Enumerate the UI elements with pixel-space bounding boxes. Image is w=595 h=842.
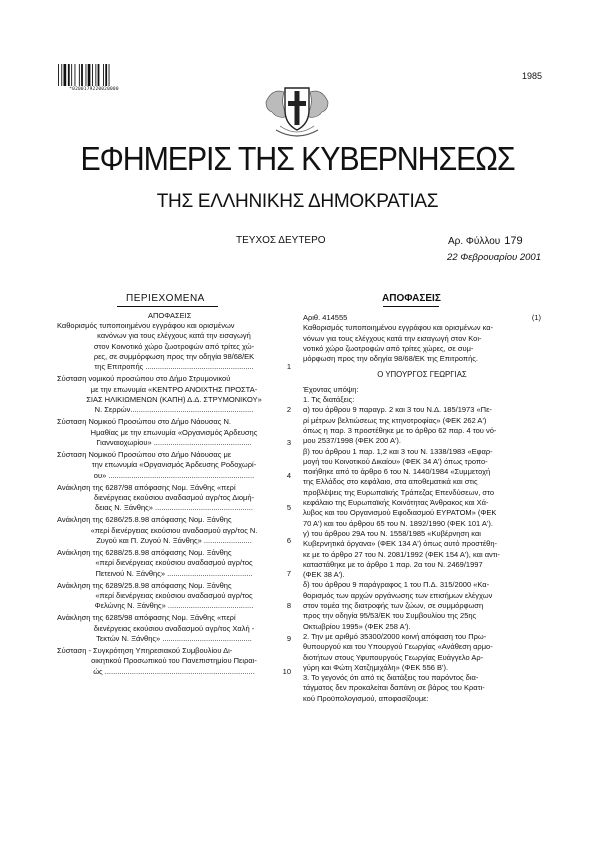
body-line: 2. Την με αριθμό 35300/2000 κοινή απόφαση του Πρω- [303, 631, 487, 641]
contents-item-line: κανόνων για τους ελέγχους κατά την εισαγωγή [97, 331, 251, 341]
contents-item-line: Ν. Σερρών........................................................... [94, 405, 254, 415]
body-line: 70 Α') και του άρθρου 65 του Ν. 1892/1990 (ΦΕΚ 101 Α'). [303, 518, 493, 528]
body-line: προβλέψεις της Ευρωπαϊκής Τράπεζας Επενδύσεων, στο [303, 487, 495, 497]
subject-line: νοτικό χώρο ζωοτροφών από τρίτες χώρες, σε συμ- [303, 343, 474, 353]
body-line: δ) του άρθρου 9 παράγραφος 1 του Π.Δ. 315/2000 «Κα- [303, 580, 490, 590]
sheet-label: Αρ. Φύλλου [448, 236, 501, 247]
contents-item-page: 8 [286, 601, 291, 611]
body-line: ποιήθηκε από το άρθρο 6 του Ν. 1440/1984 «Συμμετοχή [303, 467, 491, 477]
contents-section-heading: ΑΠΟΦΑΣΕΙΣ [148, 311, 192, 320]
contents-item-line: «περί διενέργειας εκούσιου αναδασμού αγρ/τος [95, 558, 253, 568]
contents-heading: ΠΕΡΙΕΧΟΜΕΝΑ [126, 293, 205, 304]
contents-item-line: Ζυγού και Π. Ζυγού Ν. Ξάνθης» ....................... [96, 535, 252, 545]
contents-item [57, 374, 291, 415]
contents-item [57, 646, 291, 677]
body-line: Οκτωβρίου 1995» (ΦΕΚ 258 Α'). [303, 621, 411, 631]
subject-line: νόνων για τους ελέγχους κατά την εισαγωγή στον Κοι- [303, 333, 482, 343]
contents-item-page: 5 [286, 503, 291, 513]
contents-item-line: Γιανναιοχωρίου» ............................................... [96, 437, 252, 447]
body-line: Κυβερνητικά όργανα» (ΦΕΚ 134 Α') όπως αυτό προστέθη- [303, 539, 498, 549]
contents-item-page: 3 [286, 437, 291, 447]
body-line: 1. Τις διατάξεις: [303, 395, 355, 405]
contents-item [57, 515, 291, 546]
contents-item-line: δειας Ν. Ξάνθης» ............................................... [95, 503, 253, 513]
contents-item [57, 483, 291, 514]
sheet-number: 179 [504, 235, 523, 247]
greek-coat-of-arms-emblem [262, 82, 332, 144]
contents-item-page: 4 [286, 470, 291, 480]
body-line: λυβος και του Οργανισμού Εφοδιασμού ΕΥΡΑΤΟΜ» (ΦΕΚ [303, 508, 497, 518]
gazette-subtitle: ΤΗΣ ΕΛΛΗΝΙΚΗΣ ΔΗΜΟΚΡΑΤΙΑΣ [156, 191, 439, 212]
body-line: κε με το άρθρο 27 του Ν. 2081/1992 (ΦΕΚ 154 Α'), και αντι- [303, 549, 500, 559]
sheet-number-label [448, 235, 523, 247]
subject-line: μόρφωση προς την οδηγία 98/68/ΕΚ της Επιτροπής. [303, 354, 478, 364]
contents-item-line: ώς ........................................................................ [93, 666, 255, 676]
contents-item-line: με την επωνυμία «ΚΕΝΤΡΟ ΑΝΟΙΧΤΗΣ ΠΡΟΣΤΑ- [90, 384, 258, 394]
body-line: καταστάθηκε με το άρθρο 1 παρ. 2α του Ν. 2469/1997 [303, 559, 483, 569]
contents-item-page: 9 [286, 633, 291, 643]
body-line: ρί μέτρων βελτιώσεως της κτηνοτροφίας» (ΦΕΚ 262 Α') [303, 415, 487, 425]
contents-item-line: Ημαθίας με την επωνυμία «Οργανισμός Άρδευσης [90, 427, 258, 437]
issue-label: ΤΕΥΧΟΣ ΔΕΥΤΕΡΟ [236, 235, 326, 246]
body-line: κού Προϋπολογισμού, αποφασίζουμε: [303, 693, 429, 703]
reference-index: (1) [531, 313, 541, 322]
body-line: (ΦΕΚ 38 Α'). [303, 570, 345, 580]
contents-item-line: διενέργειας εκούσιου αναδασμού αγρ/τος Χαλή - [93, 623, 255, 633]
body-line: 3. Το γεγονός ότι από τις διατάξεις του παρόντος δια- [303, 673, 479, 683]
contents-item [57, 581, 291, 612]
contents-item-page: 2 [286, 405, 291, 415]
contents-item [57, 613, 291, 644]
body-line: γ) του άρθρου 29Α του Ν. 1558/1985 «Κυβέρνηση και [303, 528, 481, 538]
contents-item [57, 450, 291, 481]
barcode [58, 64, 128, 86]
contents-item-line: στον Κοινοτικό χώρο ζωοτροφών από τρίτες χώ- [93, 341, 255, 351]
contents-item-line: την επωνυμία «Οργανισμός Άρδευσης Ροδοχωρί- [91, 460, 257, 470]
contents-item-line: οικητικού Προσωπικού του Πανεπιστημίου Πειραι- [91, 656, 257, 666]
contents-item-line: της Επιτροπής .................................................... [94, 362, 254, 372]
body-line: θυπουργού και του Υπουργού Γεωργίας «Ανάθεση αρμο- [303, 642, 493, 652]
contents-item-line: Σύσταση Νομικού Προσώπου στο Δήμο Νάουσας Ν. [57, 417, 231, 427]
contents-item-line: Τεκτών Ν. Ξάνθης» ........................................... [96, 633, 252, 643]
contents-item-line: διενέργειας εκούσιου αναδασμού αγρ/τος Διομή- [93, 492, 255, 502]
decision-text [303, 313, 541, 704]
body-line: β) του άρθρου 1 παρ. 1,2 και 3 του Ν. 1338/1983 «Εφαρ- [303, 446, 493, 456]
body-line: προς την οδηγία 95/53/ΕΚ του Συμβουλίου της 25ης [303, 611, 477, 621]
decisions-heading-rule [383, 306, 439, 307]
body-line: α) του άρθρου 9 παραγρ. 2 και 3 του Ν.Δ. 185/1973 «Πε- [303, 405, 492, 415]
contents-item [57, 321, 291, 372]
contents-item-line: Ανάκληση της 6285/98 απόφασης Νομ. Ξάνθης «περί [57, 613, 236, 623]
body-line: διοτήτων στους Υφυπουργούς Γεωργίας Ευάγγελο Αρ- [303, 652, 484, 662]
contents-item-line: Σύσταση νομικού προσώπου στο Δήμο Στρυμονικού [57, 374, 231, 384]
body-line: θορισμός των αρχών οργάνωσης των επισήμων ελέγχων [303, 590, 493, 600]
contents-item-line: Σύσταση Νομικού Προσώπου στο Δήμο Νάουσας με [57, 449, 232, 459]
contents-item-page: 10 [282, 666, 291, 676]
body-line: μογή του Κοινοτικού Δικαίου» (ΦΕΚ 34 Α') όπως τροπο- [303, 456, 488, 466]
body-line: τάγματος δεν προκαλείται δαπάνη σε βάρος του Κρατι- [303, 683, 485, 693]
decision-reference [303, 313, 541, 323]
contents-item-line: Ανάκληση της 6287/98 απόφασης Νομ. Ξάνθης «περί [57, 482, 236, 492]
contents-item-line: ΣΙΑΣ ΗΛΙΚΙΩΜΕΝΩΝ (ΚΑΠΗ) Δ.Δ. ΣΤΡΥΜΟΝΙΚΟΥ» [86, 394, 262, 404]
body-line: γύρη και Φώτη Χατζημιχάλη» (ΦΕΚ 556 Β'). [303, 662, 449, 672]
issue-date: 22 Φεβρουαρίου 2001 [447, 252, 541, 263]
body-line: της Ελλάδος στο κεφάλαιο, στα αποθεματικά και στις [303, 477, 478, 487]
contents-item-line: «περί διενέργειας εκούσιου αναδασμού αγρ/τος [95, 591, 253, 600]
contents-item-line: Φελώνης Ν. Ξάνθης» ......................................... [94, 601, 254, 611]
decisions-heading: ΑΠΟΦΑΣΕΙΣ [382, 293, 441, 304]
contents-item-line: ρες, σε συμμόρφωση προς την οδηγία 98/68/ΕΚ [93, 351, 255, 361]
subject-line: Καθορισμός τυποποιημένου εγγράφου και ορισμένων κα- [303, 323, 494, 333]
contents-item-line: Καθορισμός τυποποιημένου εγγράφου και ορισμένων [57, 321, 235, 330]
contents-item-page: 7 [286, 568, 291, 578]
contents-item [57, 417, 291, 448]
contents-item-line: Σύσταση - Συγκρότηση Υπηρεσιακού Συμβουλίου Δι- [57, 646, 233, 656]
contents-item-line: ου» ...................................................................... [93, 470, 255, 480]
contents-item-page: 6 [286, 535, 291, 545]
contents-item-line: Ανάκληση της 6288/25.8.98 απόφασης Νομ. Ξάνθης [57, 548, 232, 558]
barcode-number: *0200179220020000 [69, 87, 119, 92]
ministry-heading: Ο ΥΠΟΥΡΓΟΣ ΓΕΩΡΓΙΑΣ [377, 370, 467, 380]
body-line: Έχοντας υπόψη: [303, 384, 359, 394]
contents-item [57, 548, 291, 579]
contents-item-page: 1 [286, 362, 291, 372]
page-number: 1985 [521, 71, 542, 81]
contents-item-line: Ανάκληση της 6286/25.8.98 απόφασης Νομ. Ξάνθης [57, 515, 232, 525]
body-line: μου 2537/1998 (ΦΕΚ 200 Α'). [303, 436, 401, 446]
body-line: κεφάλαιο της Ευρωπαϊκής Κοινότητας Άνθρακος και Χά- [303, 498, 489, 508]
body-line: όπως η παρ. 3 προστέθηκε με το άρθρο 62 παρ. 4 του νό- [303, 425, 497, 435]
body-line: στον τομέα της διατροφής των ζώων, σε συμμόρφωση [303, 601, 484, 611]
contents-item-line: Ανάκληση της 6289/25.8.98 απόφασης Νομ. Ξάνθης [57, 580, 232, 590]
decision-subject [303, 323, 541, 364]
reference-number: Αριθ. 414555 [303, 313, 348, 322]
contents-item-line: Πετεινού Ν. Ξάνθης» ......................................... [95, 568, 253, 578]
contents-heading-rule [117, 306, 218, 307]
contents-list [57, 321, 291, 679]
gazette-title: ΕΦΗΜΕΡΙΣ ΤΗΣ ΚΥΒΕΡΝΗΣΕΩΣ [80, 140, 515, 177]
contents-item-line: «περί διενέργειας εκούσιου αναδασμού αγρ/τος Ν. [90, 525, 258, 535]
decision-body [303, 385, 541, 704]
